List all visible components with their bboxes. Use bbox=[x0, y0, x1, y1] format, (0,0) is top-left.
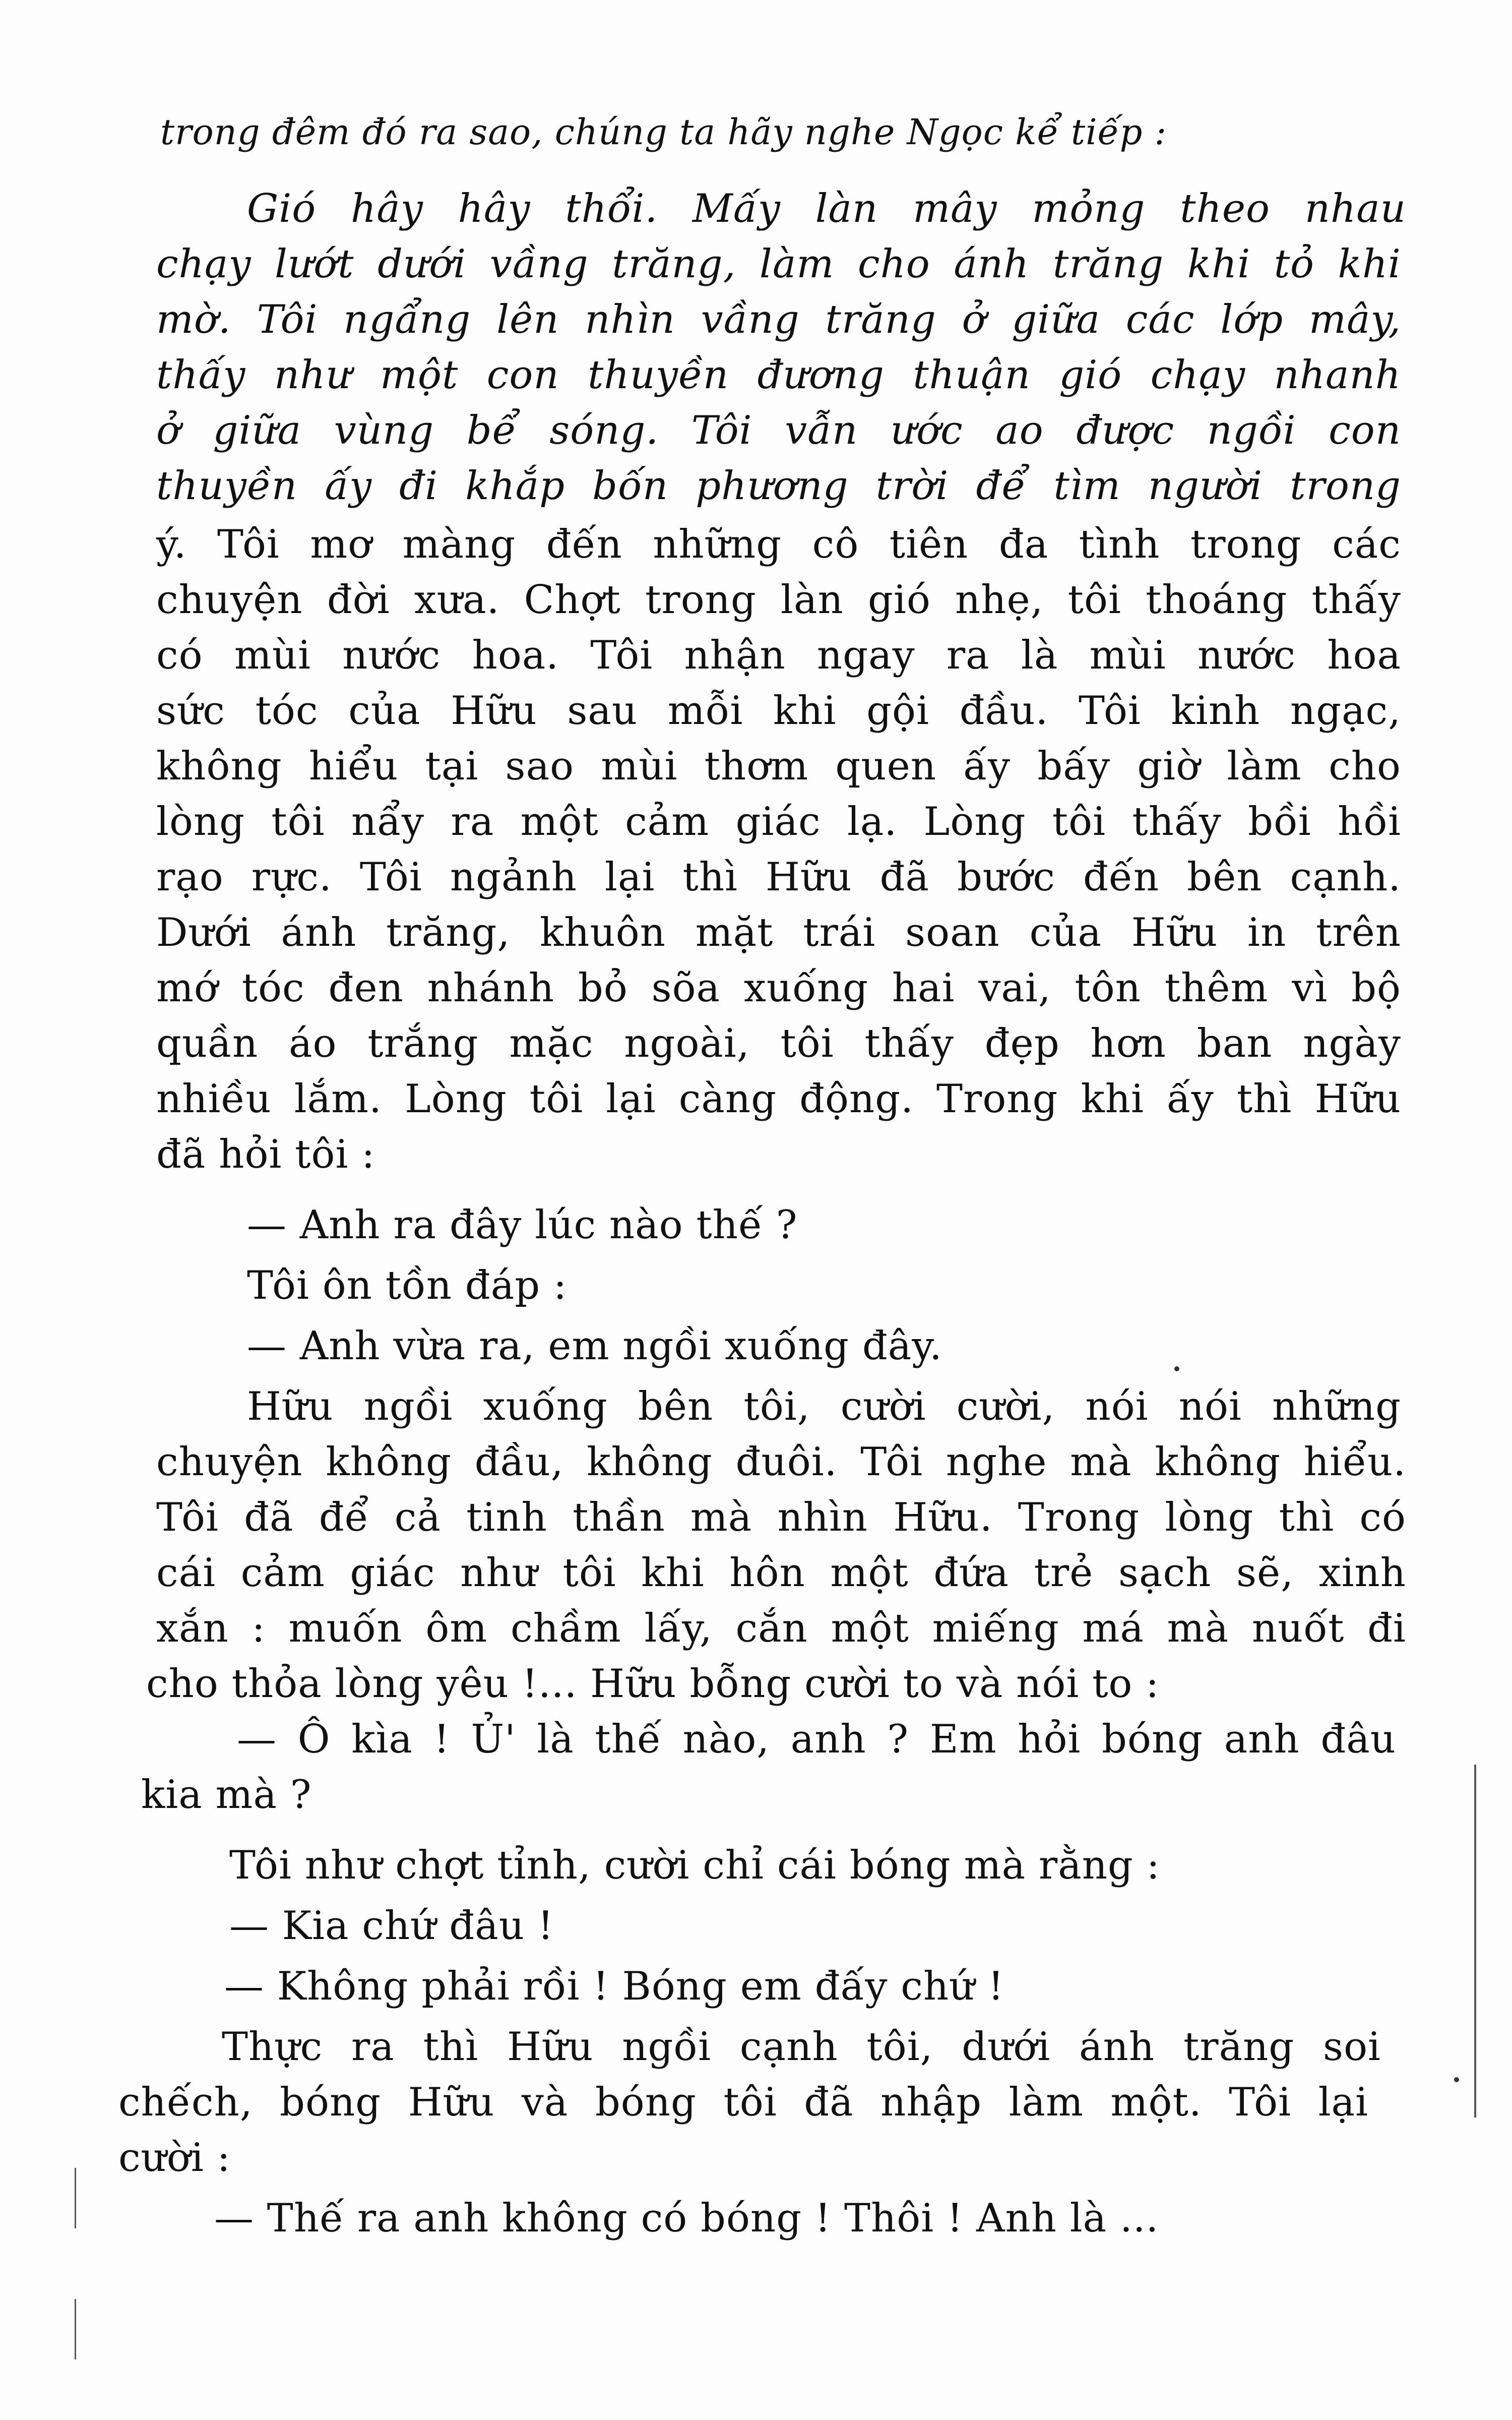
paragraph-line: Hữu ngồi xuống bên tôi, cười cười, nói nói những bbox=[247, 1384, 1401, 1429]
paragraph-line: ở giữa vùng bể sóng. Tôi vẫn ước ao được ngồi con bbox=[156, 408, 1401, 453]
paragraph-line: thuyền ấy đi khắp bốn phương trời để tìm người trong bbox=[156, 463, 1401, 509]
scan-artifact bbox=[75, 2299, 76, 2360]
paragraph-line: Dưới ánh trăng, khuôn mặt trái soan của Hữu in trên bbox=[156, 910, 1401, 955]
paragraph-line: chuyện không đầu, không đuôi. Tôi nghe mà không hiểu. bbox=[156, 1439, 1406, 1485]
paragraph-line: mớ tóc đen nhánh bỏ sõa xuống hai vai, tôn thêm vì bộ bbox=[156, 965, 1401, 1011]
dialogue-line: — Thế ra anh không có bóng ! Thôi ! Anh là ... bbox=[214, 2196, 1159, 2241]
paragraph-line: chuyện đời xưa. Chợt trong làn gió nhẹ, tôi thoáng thấy bbox=[156, 577, 1401, 623]
dialogue-line: — Ô kìa ! Ủ' là thế nào, anh ? Em hỏi bóng anh đâu bbox=[237, 1717, 1396, 1762]
paragraph-line: Tôi ôn tồn đáp : bbox=[247, 1263, 568, 1308]
paragraph-line: ý. Tôi mơ màng đến những cô tiên đa tình trong các bbox=[156, 522, 1401, 567]
paragraph-line: đã hỏi tôi : bbox=[156, 1132, 375, 1177]
scan-artifact bbox=[1474, 1765, 1476, 2118]
paragraph-line: chếch, bóng Hữu và bóng tôi đã nhập làm một. Tôi lại bbox=[118, 2080, 1368, 2125]
scan-artifact bbox=[1454, 2077, 1459, 2082]
dialogue-line: — Kia chứ đâu ! bbox=[229, 1903, 554, 1949]
dialogue-line: — Anh ra đây lúc nào thế ? bbox=[247, 1202, 798, 1248]
paragraph-line: mờ. Tôi ngẩng lên nhìn vầng trăng ở giữa các lớp mây, bbox=[156, 297, 1401, 342]
paragraph-line: Tôi đã để cả tinh thần mà nhìn Hữu. Trong lòng thì có bbox=[156, 1495, 1406, 1540]
paragraph-line: quần áo trắng mặc ngoài, tôi thấy đẹp hơn ban ngày bbox=[156, 1021, 1401, 1066]
paragraph-line: sức tóc của Hữu sau mỗi khi gội đầu. Tôi kinh ngạc, bbox=[156, 688, 1401, 734]
scan-artifact bbox=[75, 2168, 76, 2228]
paragraph-line: lòng tôi nẩy ra một cảm giác lạ. Lòng tôi thấy bồi hồi bbox=[156, 799, 1401, 844]
paragraph-line: không hiểu tại sao mùi thơm quen ấy bấy giờ làm cho bbox=[156, 744, 1401, 789]
dialogue-line: — Không phải rồi ! Bóng em đấy chứ ! bbox=[224, 1964, 1004, 2009]
paragraph-line: Thực ra thì Hữu ngồi cạnh tôi, dưới ánh trăng soi bbox=[222, 2024, 1381, 2070]
intro-line: trong đêm đó ra sao, chúng ta hãy nghe Ngọc kể tiếp : bbox=[160, 111, 1167, 153]
paragraph-line: cười : bbox=[118, 2135, 231, 2181]
paragraph-line: Gió hây hây thổi. Mấy làn mây mỏng theo nhau bbox=[247, 186, 1406, 231]
paragraph-line: cho thỏa lòng yêu !... Hữu bỗng cười to và nói to : bbox=[146, 1661, 1160, 1707]
paragraph-line: chạy lướt dưới vầng trăng, làm cho ánh trăng khi tỏ khi bbox=[156, 241, 1401, 287]
paragraph-line: nhiều lắm. Lòng tôi lại càng động. Trong khi ấy thì Hữu bbox=[156, 1076, 1401, 1122]
dialogue-line: kia mà ? bbox=[141, 1772, 312, 1818]
paragraph-line: thấy như một con thuyền đương thuận gió chạy nhanh bbox=[156, 352, 1401, 398]
paragraph-line: Tôi như chợt tỉnh, cười chỉ cái bóng mà rằng : bbox=[229, 1843, 1160, 1888]
dialogue-line: — Anh vừa ra, em ngồi xuống đây. bbox=[247, 1323, 942, 1369]
paragraph-line: xắn : muốn ôm chầm lấy, cắn một miếng má mà nuốt đi bbox=[156, 1606, 1406, 1651]
paragraph-line: cái cảm giác như tôi khi hôn một đứa trẻ sạch sẽ, xinh bbox=[156, 1550, 1406, 1596]
paragraph-line: có mùi nước hoa. Tôi nhận ngay ra là mùi nước hoa bbox=[156, 633, 1401, 678]
paragraph-line: rạo rực. Tôi ngảnh lại thì Hữu đã bước đến bên cạnh. bbox=[156, 855, 1401, 900]
scan-artifact bbox=[1174, 1366, 1179, 1371]
